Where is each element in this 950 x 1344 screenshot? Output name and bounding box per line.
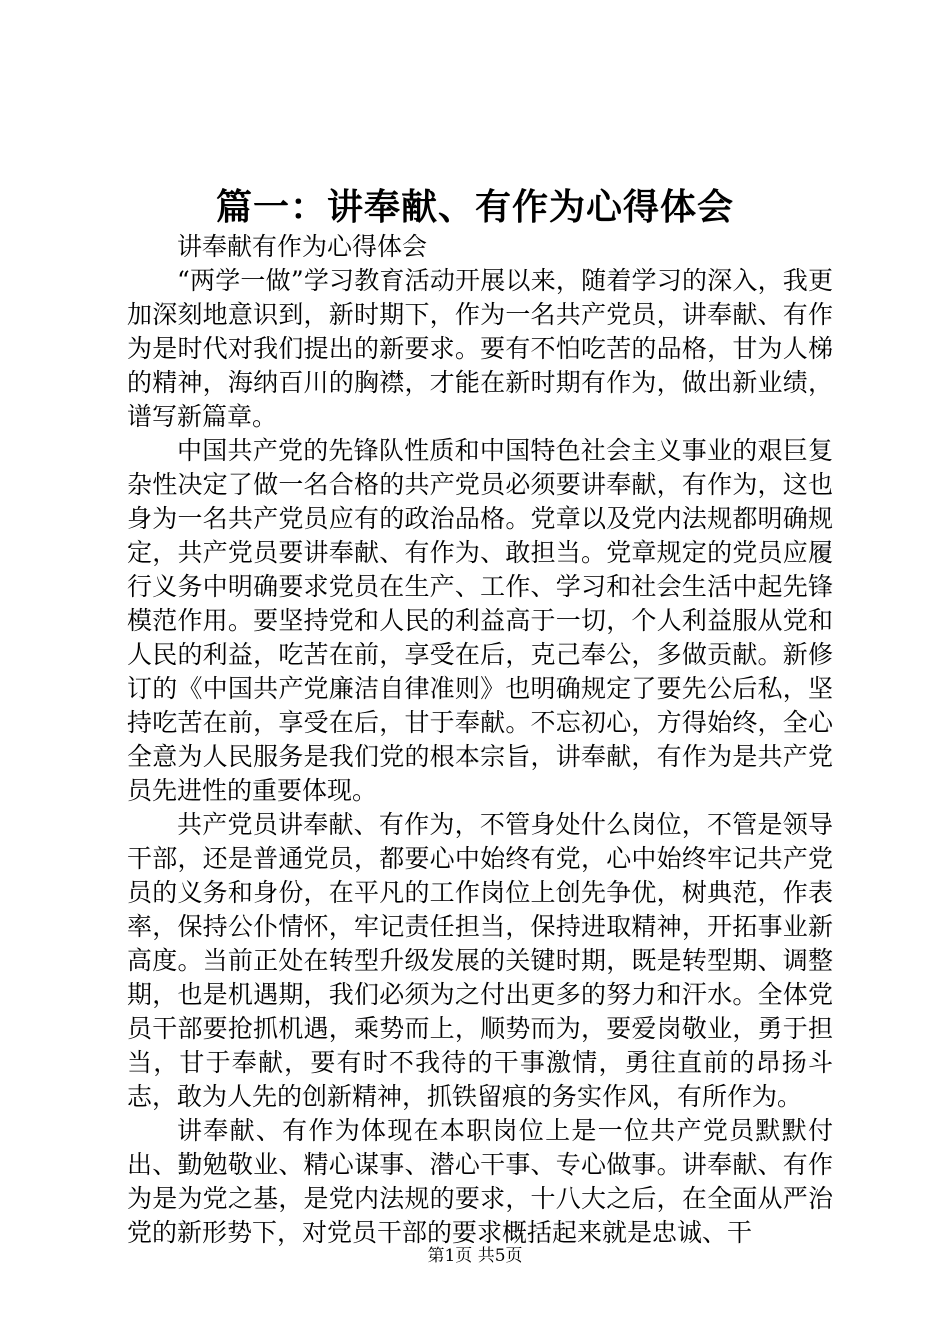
- paragraph-4: 讲奉献、有作为体现在本职岗位上是一位共产党员默默付出、勤勉敬业、精心谋事、潜心干事、专心做事。讲奉献、有作为是为党之基，是党内法规的要求，十八大之后，在全面从严治党的新形势下，对党员干部的要求概括起来就是忠诚、干: [127, 1116, 833, 1247]
- document-title: 篇一：讲奉献、有作为心得体会: [215, 186, 734, 228]
- paragraph-3: 共产党员讲奉献、有作为，不管身处什么岗位，不管是领导干部，还是普通党员，都要心中始终有党，心中始终牢记共产党员的义务和身份，在平凡的工作岗位上创先争优，树典范，作表率，保持公仆情怀，牢记责任担当，保持进取精神，开拓事业新高度。当前正处在转型升级发展的关键时期，既是转型期、调整期，也是机遇期，我们必须为之付出更多的努力和汗水。全体党员干部要抢抓机遇，乘势而上，顺势而为，要爱岗敬业，勇于担当，甘于奉献，要有时不我待的干事激情，勇往直前的昂扬斗志，敢为人先的创新精神，抓铁留痕的务实作风，有所作为。: [127, 810, 833, 1111]
- paragraph-2: 中国共产党的先锋队性质和中国特色社会主义事业的艰巨复杂性决定了做一名合格的共产党员必须要讲奉献，有作为，这也身为一名共产党员应有的政治品格。党章以及党内法规都明确规定，共产党员要讲奉献、有作为、敢担当。党章规定的党员应履行义务中明确要求党员在生产、工作、学习和社会生活中起先锋模范作用。要坚持党和人民的利益高于一切，个人利益服从党和人民的利益，吃苦在前，享受在后，克己奉公，多做贡献。新修订的《中国共产党廉洁自律准则》也明确规定了要先公后私，坚持吃苦在前，享受在后，甘于奉献。不忘初心，方得始终，全心全意为人民服务是我们党的根本宗旨，讲奉献，有作为是共产党员先进性的重要体现。: [127, 436, 833, 805]
- page-footer: 第1页 共5页: [427, 1246, 523, 1266]
- document-body: [127, 230, 833, 1250]
- document-subtitle: 讲奉献有作为心得体会: [177, 232, 428, 261]
- paragraph-1: “两学一做”学习教育活动开展以来，随着学习的深入，我更加深刻地意识到，新时期下，作为一名共产党员，讲奉献、有作为是时代对我们提出的新要求。要有不怕吃苦的品格，甘为人梯的精神，海纳百川的胸襟，才能在新时期有作为，做出新业绩，谱写新篇章。: [127, 266, 833, 431]
